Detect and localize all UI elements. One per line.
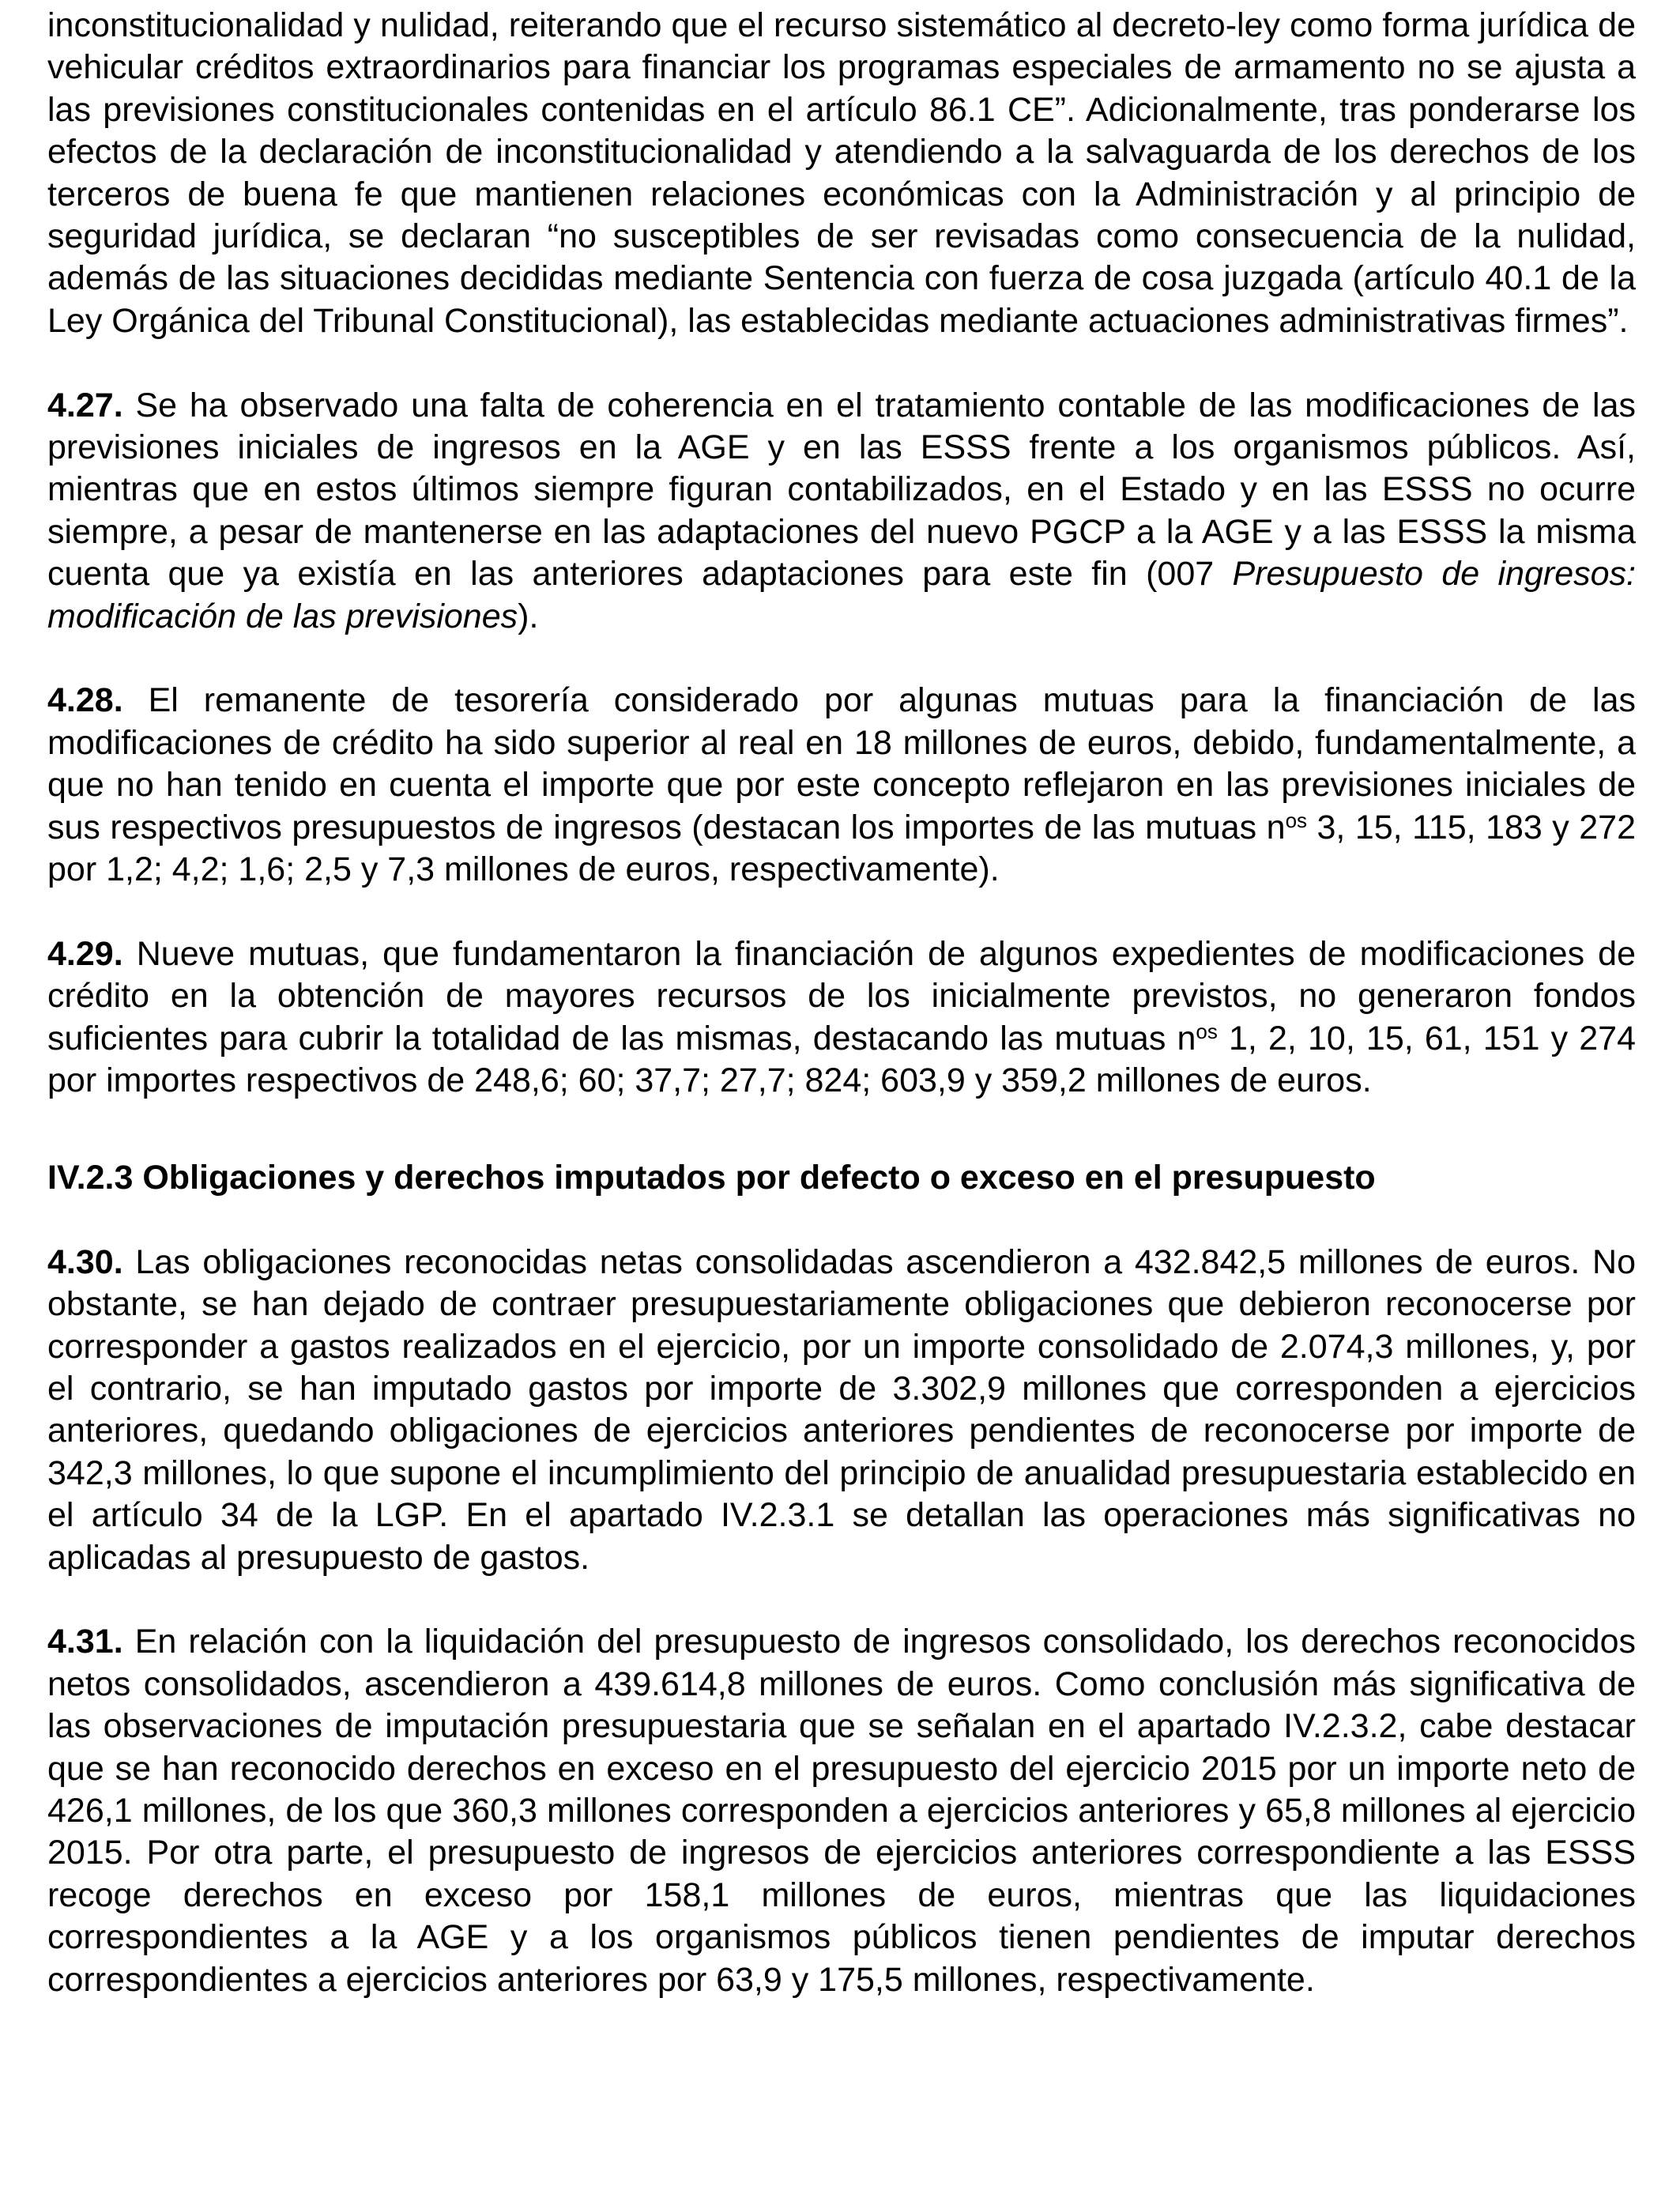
superscript: os: [1285, 808, 1308, 832]
superscript: os: [1196, 1019, 1218, 1043]
paragraph-text: Las obligaciones reconocidas netas consolidadas ascendieron a 432.842,5 millones de euros. No obstante, se han dejado de contraer presupuestariamente obligaciones que debieron reconocerse por corresponder a gastos realizados en el ejercicio, por un importe consolidado de 2.074,3 millones, y, por el contrario, se han imputado gastos por importe de 3.302,9 millones que corresponden a ejercicios anteriores, quedando obligaciones de ejercicios anteriores pendientes de reconocerse por importe de 342,3 millones, lo que supone el incumplimiento del principio de anualidad presupuestaria establecido en el artículo 34 de la LGP. En el apartado IV.2.3.1 se detallan las operaciones más significativas no aplicadas al presupuesto de gastos.: [47, 1242, 1636, 1577]
paragraph-4-31: [47, 1621, 1636, 2001]
paragraph-text: En relación con la liquidación del presupuesto de ingresos consolidado, los derechos reconocidos netos consolidados, ascendieron a 439.614,8 millones de euros. Como conclusión más significativa de las observaciones de imputación presupuestaria que se señalan en el apartado IV.2.3.2, cabe destacar que se han reconocido derechos en exceso en el presupuesto del ejercicio 2015 por un importe neto de 426,1 millones, de los que 360,3 millones corresponden a ejercicios anteriores y 65,8 millones al ejercicio 2015. Por otra parte, el presupuesto de ingresos de ejercicios anteriores correspondiente a las ESSS recoge derechos en exceso por 158,1 millones de euros, mientras que las liquidaciones correspondientes a la AGE y a los organismos públicos tienen pendientes de imputar derechos correspondientes a ejercicios anteriores por 63,9 y 175,5 millones, respectivamente.: [47, 1623, 1636, 1999]
paragraph-text-cont: 1, 2, 10, 15, 61, 151 y 274 por importes respectivos de 248,6; 60; 37,7; 27,7; 824; 603,9 y 359,2 millones de euros.: [47, 1019, 1636, 1100]
paragraph-number: 4.28.: [47, 681, 123, 720]
paragraph-number: 4.31.: [47, 1623, 123, 1661]
paragraph-text: Nueve mutuas, que fundamentaron la financiación de algunos expedientes de modificaciones de crédito en la obtención de mayores recursos de los inicialmente previstos, no generaron fondos suficientes para cubrir la totalidad de las mismas, destacando las mutuas n: [47, 934, 1636, 1057]
paragraph-tail: ).: [518, 597, 539, 635]
paragraph-4-29: [47, 933, 1636, 1103]
paragraph-4-30: [47, 1242, 1636, 1579]
document-page: [47, 5, 1636, 2043]
paragraph-text: inconstitucionalidad y nulidad, reiterando que el recurso sistemático al decreto-ley como forma jurídica de vehicular créditos extraordinarios para financiar los programas especiales de armamento no se ajusta a las previsiones constitucionales contenidas en el artículo 86.1 CE”. Adicionalmente, tras ponderarse los efectos de la declaración de inconstitucionalidad y atendiendo a la salvaguarda de los derechos de los terceros de buena fe que mantienen relaciones económicas con la Administración y al principio de seguridad jurídica, se declaran “no susceptibles de ser revisadas como consecuencia de la nulidad, además de las situaciones decididas mediante Sentencia con fuerza de cosa juzgada (artículo 40.1 de la Ley Orgánica del Tribunal Constitucional), las establecidas mediante actuaciones administrativas firmes”.: [47, 6, 1636, 340]
paragraph-intro: [47, 5, 1636, 342]
paragraph-number: 4.27.: [47, 386, 123, 424]
paragraph-4-28: [47, 680, 1636, 891]
paragraph-text-cont: 3, 15, 115, 183 y 272 por 1,2; 4,2; 1,6; 2,5 y 7,3 millones de euros, respectivamente).: [47, 808, 1637, 889]
section-heading: IV.2.3 Obligaciones y derechos imputados por defecto o exceso en el presupuesto: [47, 1158, 1376, 1197]
paragraph-number: 4.30.: [47, 1242, 123, 1281]
paragraph-number: 4.29.: [47, 934, 123, 973]
account-name-italic: Presupuesto de ingresos: modificación de las previsiones: [47, 555, 1636, 635]
paragraph-4-27: [47, 385, 1636, 638]
paragraph-text: El remanente de tesorería considerado por algunas mutuas para la financiación de las modificaciones de crédito ha sido superior al real en 18 millones de euros, debido, fundamentalmente, a que no han tenido en cuenta el importe que por este concepto reflejaron en las previsiones iniciales de sus respectivos presupuestos de ingresos (destacan los importes de las mutuas n: [47, 681, 1636, 846]
paragraph-text: Se ha observado una falta de coherencia en el tratamiento contable de las modificaciones de las previsiones iniciales de ingresos en la AGE y en las ESSS frente a los organismos públicos. Así, mientras que en estos últimos siempre figuran contabilizados, en el Estado y en las ESSS no ocurre siempre, a pesar de mantenerse en las adaptaciones del nuevo PGCP a la AGE y a las ESSS la misma cuenta que ya existía en las anteriores adaptaciones para este fin (007: [47, 386, 1636, 594]
